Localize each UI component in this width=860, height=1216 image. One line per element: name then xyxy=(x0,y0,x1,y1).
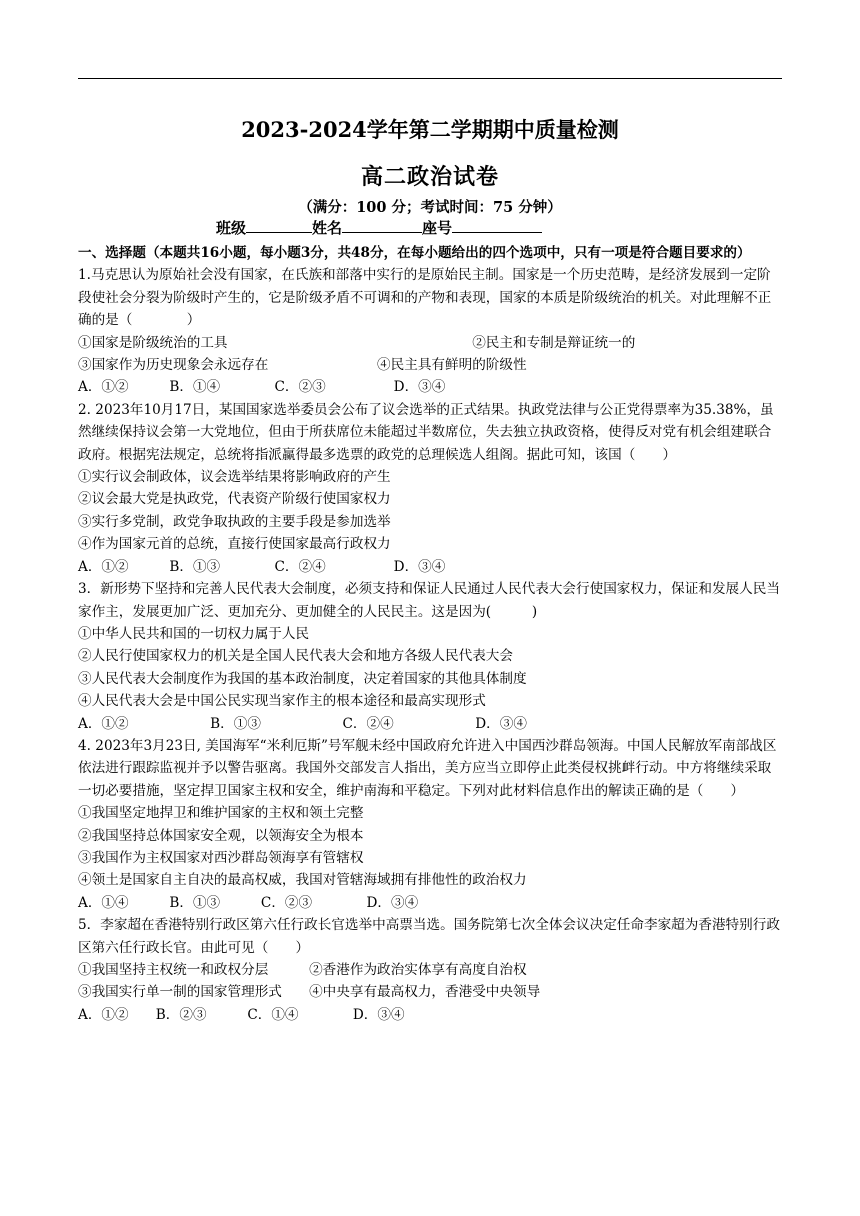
statement-line: ②我国坚持总体国家安全观，以领海安全为根本 xyxy=(78,827,364,844)
name-blank[interactable] xyxy=(342,218,422,233)
student-id-line xyxy=(216,217,542,238)
answer-options: A．①② B．①④ C．②③ D．③④ xyxy=(78,379,446,396)
statement-line: ①我国坚持主权统一和政权分层 ②香港作为政治实体享有高度自治权 xyxy=(78,962,527,978)
question-1 xyxy=(78,264,784,398)
class-label: 班级 xyxy=(216,219,247,237)
exam-meta: （满分：100 分；考试时间：75 分钟） xyxy=(298,199,562,216)
exam-content xyxy=(78,242,784,1026)
question-2 xyxy=(78,399,784,578)
statement-line: ④领土是国家自主自决的最高权威，我国对管辖海域拥有排他性的政治权力 xyxy=(78,872,527,889)
exam-subtitle: 高二政治试卷 xyxy=(360,164,499,190)
question-stem: 3．新形势下坚持和完善人民代表大会制度，必须支持和保证人民通过人民代表大会行使国家权力，保证和发展人民当家作主，发展更加广泛、更加充分、更加健全的人民民主。这是因为( ) xyxy=(78,581,780,620)
question-5 xyxy=(78,914,784,1026)
class-blank[interactable] xyxy=(246,218,312,233)
statement-line: ③实行多党制，政党争取执政的主要手段是参加选举 xyxy=(78,513,391,530)
answer-options: A．①② B．②③ C．①④ D．③④ xyxy=(78,1006,405,1023)
statement-line: ①我国坚定地捍卫和维护国家的主权和领土完整 xyxy=(78,805,364,822)
statement-line: ①国家是阶级统治的工具 ②民主和专制是辩证统一的 xyxy=(78,334,636,351)
question-stem: 1.马克思认为原始社会没有国家，在氏族和部落中实行的是原始民主制。国家是一个历史范畴，是经济发展到一定阶段使社会分裂为阶级时产生的，它是阶级矛盾不可调和的产物和表现，国家的本质是阶级统治的机关。对此理解不正确的是（ ） xyxy=(78,267,772,329)
statement-line: ②人民行使国家权力的机关是全国人民代表大会和地方各级人民代表大会 xyxy=(78,648,513,665)
question-stem: 2. 2023年10月17日，某国国家选举委员会公布了议会选举的正式结果。执政党法律与公正党得票率为35.38%，虽然继续保持议会第一大党地位，但由于所获席位未能超过半数席位，失去独立执政资格，使得反对党有机会组建联合政府。根据宪法规定，总统将指派赢得最多选票的政党的总理候选人组阁。据此可知，该国（ ） xyxy=(78,401,774,463)
answer-options: A．①② B．①③ C．②④ D．③④ xyxy=(78,558,446,575)
statement-line: ④作为国家元首的总统，直接行使国家最高行政权力 xyxy=(78,536,391,553)
seat-label: 座号 xyxy=(422,219,453,237)
question-stem: 4. 2023年3月23日, 美国海军“米利厄斯”号军舰未经中国政府允许进入中国西沙群岛领海。中国人民解放军南部战区依法进行跟踪监视并予以警告驱离。我国外交部发言人指出，美方应当立即停止此类侵权挑衅行动。中方将继续采取一切必要措施，坚定捍卫国家主权和安全，维护南海和平稳定。下列对此材料信息作出的解读正确的是（ ） xyxy=(78,737,777,799)
statement-line: ②议会最大党是执政党，代表资产阶级行使国家权力 xyxy=(78,491,391,508)
question-stem: 5．李家超在香港特别行政区第六任行政长官选举中高票当选。国务院第七次全体会议决定任命李家超为香港特别行政区第六任行政长官。由此可见（ ） xyxy=(78,917,780,956)
statement-line: ①实行议会制政体，议会选举结果将影响政府的产生 xyxy=(78,469,391,486)
header-rule xyxy=(78,78,782,79)
name-label: 姓名 xyxy=(312,219,343,237)
statement-line: ③我国作为主权国家对西沙群岛领海享有管辖权 xyxy=(78,849,364,866)
question-4 xyxy=(78,735,784,914)
answer-options: A．①④ B．①③ C．②③ D．③④ xyxy=(78,894,419,911)
question-3 xyxy=(78,578,784,735)
section-heading: 一、选择题（本题共16小题，每小题3分，共48分，在每小题给出的四个选项中，只有一项是符合题目要求的） xyxy=(78,245,751,261)
answer-options: A．①② B．①③ C．②④ D．③④ xyxy=(78,715,527,732)
statement-line: ③国家作为历史现象会永远存在 ④民主具有鲜明的阶级性 xyxy=(78,357,527,374)
statement-line: ④人民代表大会是中国公民实现当家作主的根本途径和最高实现形式 xyxy=(78,693,486,710)
exam-title: 2023-2024学年第二学期期中质量检测 xyxy=(241,117,619,142)
seat-blank[interactable] xyxy=(452,218,542,233)
statement-line: ①中华人民共和国的一切权力属于人民 xyxy=(78,625,310,642)
statement-line: ③我国实行单一制的国家管理形式 ④中央享有最高权力，香港受中央领导 xyxy=(78,984,541,1001)
statement-line: ③人民代表大会制度作为我国的基本政治制度，决定着国家的其他具体制度 xyxy=(78,670,527,687)
